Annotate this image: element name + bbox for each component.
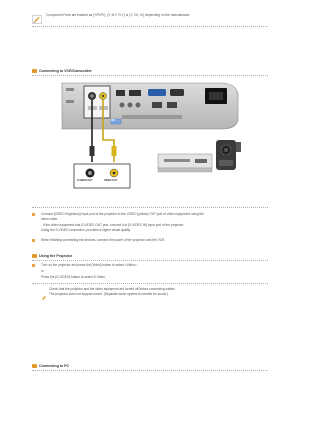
divider xyxy=(32,370,268,371)
divider xyxy=(32,26,268,27)
divider xyxy=(32,207,268,208)
divider xyxy=(32,260,268,261)
instruction-line-4: Using the S-VIDEO connection, provides a higher visual quality. xyxy=(41,227,131,232)
using-note-1: Check that the projector and the video equipment are turned off before connecting cables. xyxy=(49,287,176,291)
section-heading-icon xyxy=(32,69,37,73)
step-bullet-icon xyxy=(32,264,35,267)
divider xyxy=(32,75,268,76)
section-heading-icon xyxy=(32,254,37,258)
or-callout-label: OR xyxy=(111,119,115,122)
note-icon xyxy=(32,11,42,20)
step-bullet-icon xyxy=(32,213,35,216)
instruction-line-3: - If the video equipment has S-VIDEO OUT port, connect it to [S-VIDEO IN] input port of the projector. xyxy=(41,223,185,227)
instruction-line-5: When finishing connecting the devices, connect the power of the projector and the VCR. xyxy=(41,238,166,242)
svideo-out-port-label: S-VIDEO OUT xyxy=(77,179,93,182)
instruction-line-1: Connect [VIDEO IN(yellow)] input port of the projector to the VIDEO (yellow) OUT port of video equipment using the xyxy=(41,212,204,216)
using-or: or xyxy=(41,269,44,273)
using-step-2: Press the [S-VIDEO] button to select S-Video. xyxy=(41,275,106,279)
note-top-text: Component Ports are marked as (Y/Pr/Pr), (Y, B-Y, R-Y) or (Y, Cb, Cr) depending on the manufacturer. xyxy=(46,13,191,17)
using-step-1: Turn on the projector and press the [Video] button to select <Video>. xyxy=(41,263,138,267)
divider xyxy=(32,283,268,284)
section-title-pc: Connecting to PC xyxy=(39,364,70,368)
step-bullet-icon xyxy=(32,239,35,242)
section-title-vcr: Connecting to VCR/Camcorder xyxy=(39,69,92,73)
note-icon xyxy=(41,287,47,292)
video-out-port-label: VIDEO OUT xyxy=(104,179,118,182)
instruction-line-2: video cable. xyxy=(41,216,59,221)
section-title-using: Using the Projector xyxy=(39,254,73,258)
connection-diagram xyxy=(60,80,250,200)
section-heading-icon xyxy=(32,364,37,368)
using-note-2: The projector does not support sound. (Separate audio system is needed for sound.) xyxy=(49,292,169,296)
